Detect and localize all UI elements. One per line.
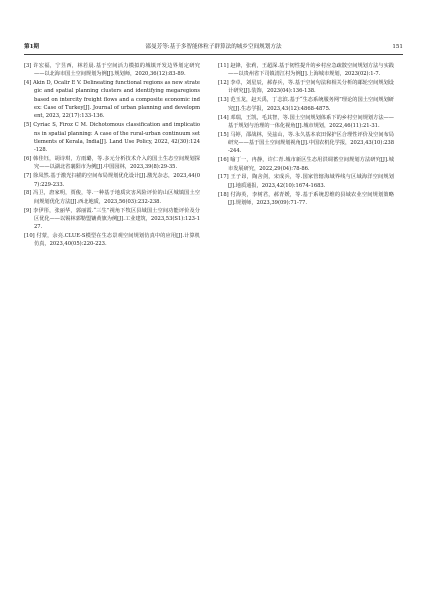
reference-entry: [13] 范玉龙，赵天禹，丁志滨.基于“生态系统服务网”理论的国土空间规划研究[J].生态学报，2023,43(12):4868-4875. xyxy=(218,97,394,112)
reference-entry: [11] 赵锋，张莉，王超深.基于韧性提升的乡村应急疏散空间规划方法与实践——以贵州省下司镇清江村为例[J].上海城市规划，2023(02):1-7. xyxy=(218,63,394,78)
reference-list-right-column xyxy=(218,62,394,208)
reference-entry: [17] 王子昂，陶舍剑，宋成兵，等.国家管辖海域界线与区域海洋空间规划[J].地质通报，2023,42(10):1674-1683. xyxy=(218,174,394,189)
reference-entry: [14] 邓瑞，王凯，毛其智，等.国土空间规划体系下的乡村空间规划方法——基于规划与治理的一体化视角[J].城市规划，2022,46(11):21-31. xyxy=(218,114,394,129)
reference-entry: [7] 徐凤然.基于激光扫描的空间布局规划优化设计[J].激光杂志，2023,44(07):229-233. xyxy=(24,173,200,188)
reference-entry: [12] 李卓，刘星辰，郝春兵，等.基于空间句法和相关分析的邮轮空间规划设计研究[J].装饰，2023(04):136-138. xyxy=(218,80,394,95)
issue-label: 第1期 xyxy=(24,44,40,50)
reference-entry: [5] Cyriac S, Firoz C M. Dichotomous classification and implications in spatial planning: A case of the rural-urban continuum settlements of Kerala, India[J]. Land Use Policy, 2022, 42(30):124-128. xyxy=(24,122,200,154)
reference-entry: [3] 许宏福，宁昱西，林若晨.基于空间活力模拟的城镇开发边界划定研究——以北海市国土空间规划为例[J].规划师，2020,36(12):83-89. xyxy=(24,63,200,78)
reference-entry: [15] 马婷，邵战林，吴兹山，等.永久基本农田保护区合理性评价及空间布局研究——基于国土空间规划视角[J].中国农机化学报，2023,43(10):238-244. xyxy=(218,131,394,155)
running-header xyxy=(24,40,403,55)
reference-list-left-column xyxy=(24,62,200,249)
article-running-title: 邵曼芳等:基于多智能体粒子群算法的城乡空间规划方法 xyxy=(145,44,282,50)
page-number: 151 xyxy=(392,44,403,50)
reference-entry: [10] 付蒙，余亮.CLUE-S模型在生态景观空间规划仿真中的应用[J].计算机仿真，2023,40(05):220-223. xyxy=(24,233,200,248)
reference-entry: [4] Akin D, Ocalir E V. Delineating functional regions as new strategic and spatial planning clusters and identifying megaregions based on intercity freight flows and a composite economic index: Case of Turkey[J]. Journal of urban planning and development, 2023, 22(17):133-136. xyxy=(24,80,200,120)
reference-entry: [16] 喻丁一，冉静，许仁青.城市新区生态用洪调蓄空间规划方法研究[J].城市发展研究，2022,29(04):78-86. xyxy=(218,157,394,172)
reference-entry: [8] 冯卫，唐家明，贾俊，等.一种基于地质灾害风险评价的山区城镇国土空间规划优化方法[J].西北地质，2023,56(03):232-238. xyxy=(24,190,200,205)
reference-entry: [9] 李伊彤，张丽华，郭丽霞.“三生”视角下牧区县域国土空间功能评价及分区优化——以锡林郭勒盟镶黄旗为例[J].工业建筑，2023,53(S1):123-127. xyxy=(24,207,200,231)
reference-entry: [6] 韩佳钰，胡诗琪，方雨璐，等.多元分析技术介入的国土生态空间规划探究——以湖北省襄阳市为例[J].中国园林，2023,39(8):29-35. xyxy=(24,156,200,171)
reference-entry: [18] 付海英，李树君，郝青媛，等.基于系统思维的县域农业空间规划策略[J].规划师，2023,39(09):71-77. xyxy=(218,191,394,206)
